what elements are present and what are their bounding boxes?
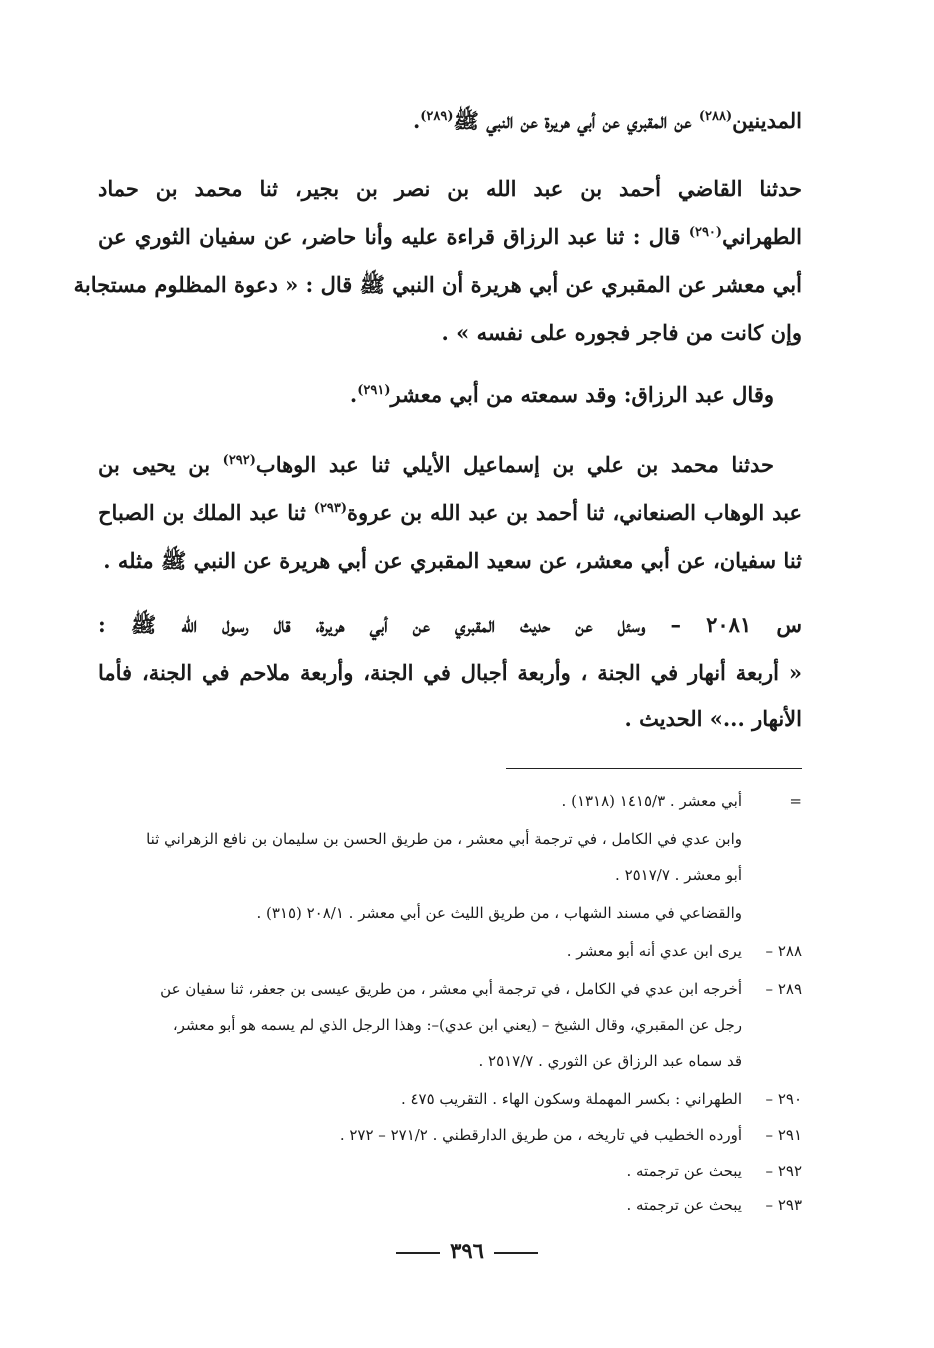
page-number-text: ٣٩٦ — [450, 1238, 484, 1263]
footnote-ref: (٢٨٩) — [420, 109, 454, 124]
footnote-text: الطهراني : بكسر المهملة وسكون الهاء . التقريب ٤٧٥ . — [400, 1090, 742, 1108]
footnote-number: = — [789, 792, 802, 810]
footnote-number: ٢٩٠ – — [765, 1090, 802, 1108]
footnote-line: والقضاعي في مسند الشهاب ، من طريق الليث عن أبي معشر . ٢٠٨/١ (٣١٥) . — [256, 904, 742, 922]
text-line — [98, 108, 802, 139]
footnote-text: يبحث عن ترجمته . — [626, 1196, 742, 1214]
footnote-number: ٢٩٢ – — [765, 1162, 802, 1180]
footnote-text: أخرجه ابن عدي في الكامل ، في ترجمة أبي معشر ، من طريق عيسى بن جعفر، ثنا سفيان عن — [160, 980, 742, 998]
footnote-text: أبي معشر . ١٤١٥/٣ (١٣١٨) . — [561, 792, 742, 810]
footnote-ref: (٢٩٢) — [222, 453, 256, 468]
text-fragment: عن المقبري عن أبي هريرة عن النبي ﷺ — [453, 108, 699, 133]
text-line — [98, 500, 802, 525]
footnote-line: وابن عدي في الكامل ، في ترجمة أبي معشر ، من طريق الحسن بن سليمان بن نافع الزهراني ثنا — [146, 830, 742, 848]
footnote-number: ٢٩١ – — [765, 1126, 802, 1144]
footnote-ref: (٢٩٠) — [688, 225, 723, 240]
footnote-288 — [90, 942, 802, 960]
page-number-dash — [494, 1252, 538, 1254]
text-fragment: . — [349, 382, 358, 407]
text-fragment: ثنا عبد الملك بن الصباح — [98, 500, 314, 525]
text-line: ثنا سفيان، عن أبي معشر، عن سعيد المقبري عن أبي هريرة عن النبي ﷺ مثله . — [103, 548, 802, 573]
text-line — [98, 382, 774, 407]
text-fragment: حدثنا محمد بن علي بن إسماعيل الأيلي ثنا عبد الوهاب — [255, 452, 774, 477]
text-fragment: وقال عبد الرزاق: وقد سمعته من أبي معشر — [390, 382, 774, 407]
footnote-line — [90, 792, 802, 810]
footnote-text: أورده الخطيب في تاريخه ، من طريق الدارقطني . ٢٧١/٢ – ٢٧٢ . — [339, 1126, 742, 1144]
text-fragment: الطهراني — [722, 224, 802, 249]
text-line — [98, 224, 802, 249]
footnote-line: رجل عن المقبري، وقال الشيخ – (يعني ابن عدي)–: وهذا الرجل الذي لم يسمه هو أبو معشر، — [172, 1016, 742, 1034]
text-line: أبي معشر عن المقبري عن أبي هريرة أن النبي ﷺ قال : « دعوة المظلوم مستجابة — [73, 272, 802, 297]
footnote-number: ٢٨٨ – — [765, 942, 802, 960]
footnote-ref: (٢٨٨) — [698, 109, 733, 124]
text-line: وإن كانت من فاجر فجوره على نفسه » . — [441, 320, 802, 345]
text-fragment: قال : ثنا عبد الرزاق قراءة عليه وأنا حاضر، عن سفيان الثوري عن — [98, 224, 689, 249]
text-fragment: المدينين — [732, 108, 802, 133]
text-fragment: . — [412, 108, 421, 133]
question-heading: س ٢٠٨١ – وسئل عن حديث المقبري عن أبي هريرة، قال رسول الله ﷺ : — [98, 612, 802, 637]
footnote-separator — [506, 768, 802, 769]
page-number-dash — [396, 1252, 440, 1254]
text-line: الأنهار ...» الحديث . — [624, 706, 802, 731]
text-line — [98, 452, 774, 477]
footnote-293 — [90, 1196, 802, 1214]
text-line: « أربعة أنهار في الجنة ، وأربعة أجبال في الجنة، وأربعة ملاحم في الجنة، فأما — [98, 660, 802, 685]
footnote-292 — [90, 1162, 802, 1180]
footnote-291 — [90, 1126, 802, 1144]
footnote-ref: (٢٩٣) — [313, 501, 348, 516]
text-fragment: عبد الوهاب الصنعاني، ثنا أحمد بن عبد الله بن عروة — [347, 500, 802, 525]
footnote-290 — [90, 1090, 802, 1108]
text-line: حدثنا القاضي أحمد بن عبد الله بن نصر بن بجير، ثنا محمد بن حماد — [98, 176, 802, 201]
footnote-number: ٢٨٩ – — [765, 980, 802, 998]
footnote-text: يبحث عن ترجمته . — [626, 1162, 742, 1180]
page-number — [0, 1238, 934, 1263]
footnote-289 — [90, 980, 802, 998]
footnote-line: قد سماه عبد الرزاق عن الثوري . ٢٥١٧/٧ . — [478, 1052, 742, 1070]
footnote-number: ٢٩٣ – — [765, 1196, 802, 1214]
text-fragment: بن يحيى بن — [98, 452, 223, 477]
footnote-ref: (٢٩١) — [357, 383, 391, 398]
footnote-text: يرى ابن عدي أنه أبو معشر . — [566, 942, 742, 960]
footnote-line: أبو معشر . ٢٥١٧/٧ . — [615, 866, 742, 884]
